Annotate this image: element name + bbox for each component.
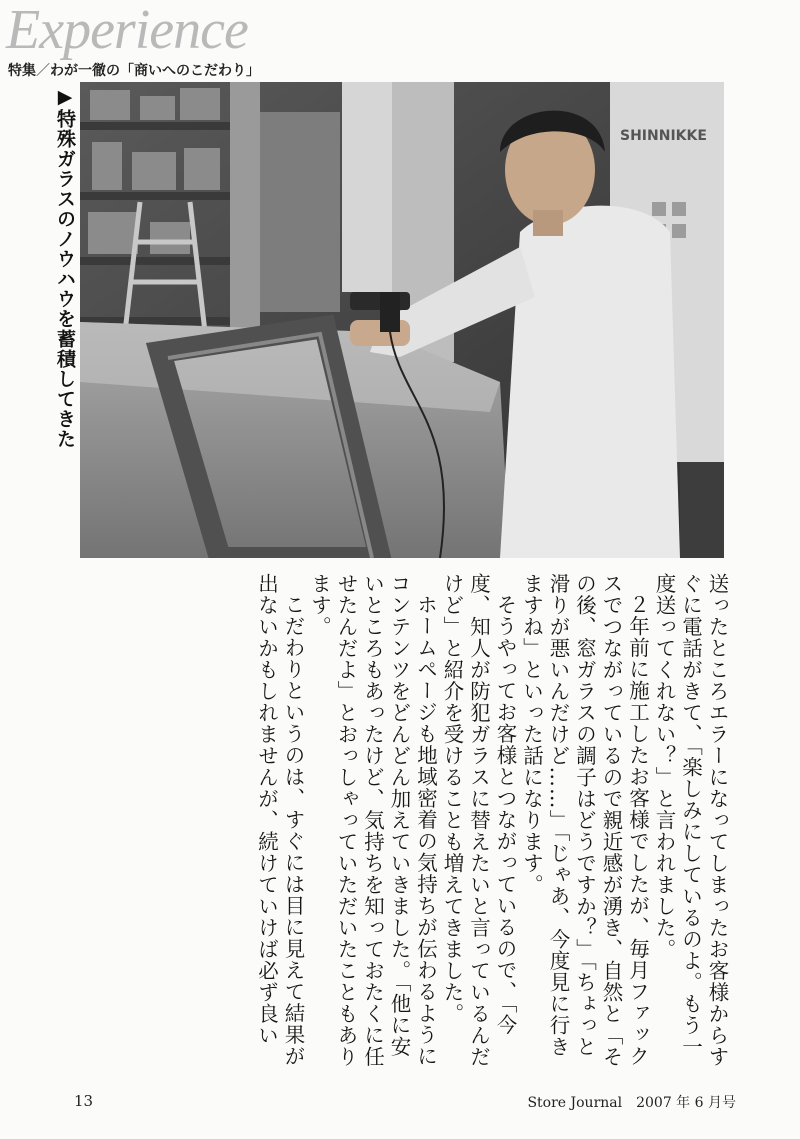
- article-paragraph: こだわりというのは、すぐには目に見えて結果が出ないかもしれませんが、続けていけば必ず良い: [254, 573, 305, 1067]
- feature-separator: ／: [36, 63, 50, 79]
- page-number: 13: [74, 1092, 94, 1110]
- feature-label: 特集: [8, 63, 36, 79]
- photo-caption: ▶特殊ガラスのノウハウを蓄積してきた: [54, 86, 76, 449]
- journal-footer: Store Journal 2007 年 6 月号: [527, 1095, 736, 1111]
- feature-heading: [8, 60, 260, 80]
- feature-title: わが一徹の「商いへのこだわり」: [50, 63, 260, 79]
- box-brand-text: SHINNIKKE: [620, 128, 707, 144]
- article-paragraph: ホームページも地域密着の気持ちが伝わるようにコンテンツをどんどん加えていきました。「他に安いところもあったけど、気持ちを知っておたくに任せたんだよ」とおっしゃっていただいたこともあります。: [307, 573, 438, 1068]
- article-paragraph: そうやってお客様とつながっているので、「今度、知人が防犯ガラスに替えたいと言っているんだけど」と紹介を受けることも増えてきました。: [440, 573, 517, 1068]
- article-paragraph: 送ったところエラーになってしまったお客様からすぐに電話がきて、「楽しみにしているのよ。もう一度送ってくれない？」と言われました。: [652, 573, 729, 1068]
- workshop-photo-image: [80, 82, 724, 558]
- masthead-title: Experience: [6, 0, 248, 61]
- article-paragraph: ２年前に施工したお客様でしたが、毎月ファックスでつながっているので親近感が湧き、自然と「その後、窓ガラスの調子はどうですか？」「ちょっと滑りが悪いんだけど……」「じゃあ、今度見に行きますね」といった話になります。: [519, 573, 650, 1068]
- article-photo: [80, 82, 724, 558]
- article-body: [70, 573, 730, 1073]
